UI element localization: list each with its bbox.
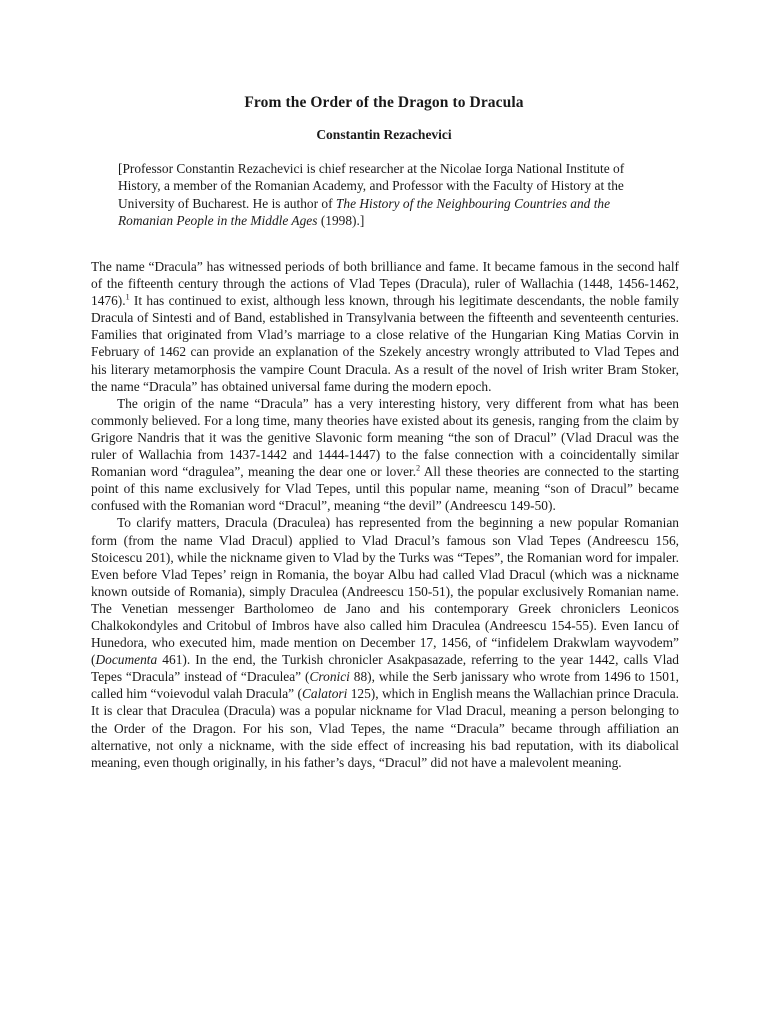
paragraph-3-text-d: 125), which in English means the Wallachian prince Dracula. It is clear that Draculea (Dracula) was a popular nickname for Vlad Dracul, meaning a person belonging to the Order of the Dragon. For his son, Vlad Tepes, the name “Dracula” became through affiliation an alternative, not only a nickname, with the side effect of increasing his bad reputation, with its diabolical meaning, even though originally, in his father’s days, “Dracul” did not have a malevolent meaning.: [91, 686, 680, 770]
paragraph-3-text-a: To clarify matters, Dracula (Draculea) has represented from the beginning a new popular Romanian form (from the name Vlad Dracul) applied to Vlad Dracul’s famous son Vlad Tepes (Andreescu 156, Stoicescu 201), while the nickname given to Vlad by the Turks was “Tepes”, the Romanian word for impaler. Even before Vlad Tepes’ reign in Romania, the boyar Albu had called Vlad Dracul (which was a nickname known outside of Romania), simply Draculea (Andreescu 150-51), the popular exclusively Romanian name. The Venetian messenger Bartholomeo de Jano and his contemporary Greek chroniclers Leonicos Chalkokondyles and Critobul of Imbros have also called him Draculea (Andreescu 154-55). Even Iancu of Hunedora, who executed him, made mention on December 17, 1456, of “infidelem Drakwlam wayvodem” (: [91, 515, 679, 668]
citation-cronici: Cronici: [309, 669, 350, 685]
footnote-ref-1[interactable]: 1: [125, 292, 130, 302]
paragraph-3-text-c: 88), while the Serb janissary who wrote from 1496 to 1501, called him “voievodul valah Dracula” (: [91, 669, 679, 702]
bio-text-start: [Professor Constantin Rezachevici is chief researcher at the Nicolae Iorga National Institute of History, a member of the Romanian Academy, and Professor with the Faculty of History at the University of Bucharest. He is author of: [118, 161, 625, 211]
bio-text-end: (1998).]: [317, 212, 365, 228]
paragraph-1-text-b: It has continued to exist, although less known, through his legitimate descendants, the noble family Dracula of Sintesti and of Band, established in Transylvania between the fifteenth and seventeenth centuries. Families that originated from Vlad’s marriage to a close relative of the Hungarian King Matias Corvin in February of 1462 can provide an explanation of the Szekely ancestry wrongly attributed to Vlad Tepes and his literary metamorphosis the vampire Count Dracula. As a result of the novel of Irish writer Bram Stoker, the name “Dracula” has obtained universal fame during the modern epoch.: [91, 293, 679, 394]
citation-calatori: Calatori: [301, 686, 348, 702]
paragraph-3-text-b: 461). In the end, the Turkish chronicler Asakpasazade, referring to the year 1442, calls Vlad Tepes “Dracula” instead of “Draculea” (: [91, 652, 679, 685]
paragraph-2: [91, 395, 679, 515]
citation-documenta: Documenta: [95, 652, 158, 668]
author-bio: [118, 160, 658, 229]
paragraph-3: [91, 514, 679, 770]
paragraph-2-text-a: The origin of the name “Dracula” has a very interesting history, very different from what has been commonly believed. For a long time, many theories have existed about its genesis, ranging from the claim by Grigore Nandris that it was the genitive Slavonic form meaning “the son of Dracul” (Vlad Dracul was the ruler of Wallachia from 1437-1442 and 1444-1447) to the false connection with a coincidentally similar Romanian word “dragulea”, meaning the dear one or lover.: [91, 395, 679, 480]
footnote-ref-2[interactable]: 2: [416, 463, 421, 473]
paragraph-1-text-a: The name “Dracula” has witnessed periods of both brilliance and fame. It became famous in the second half of the fifteenth century through the actions of Vlad Tepes (Dracula), ruler of Wallachia (1448, 1456-1462, 1476).: [91, 259, 679, 309]
paragraph-1: [91, 258, 679, 395]
article-body: [91, 258, 679, 771]
document-title: From the Order of the Dragon to Dracula: [244, 94, 524, 111]
author-name: Constantin Rezachevici: [316, 127, 452, 142]
paragraph-2-text-b: All these theories are connected to the starting point of this name exclusively for Vlad Tepes, until this popular name, meaning “son of Dracul” became confused with the Romanian word “Dracul”, meaning “the devil” (Andreescu 149-50).: [91, 464, 679, 514]
bio-book-title: The History of the Neighbouring Countries and the Romanian People in the Middle Ages: [118, 195, 611, 228]
